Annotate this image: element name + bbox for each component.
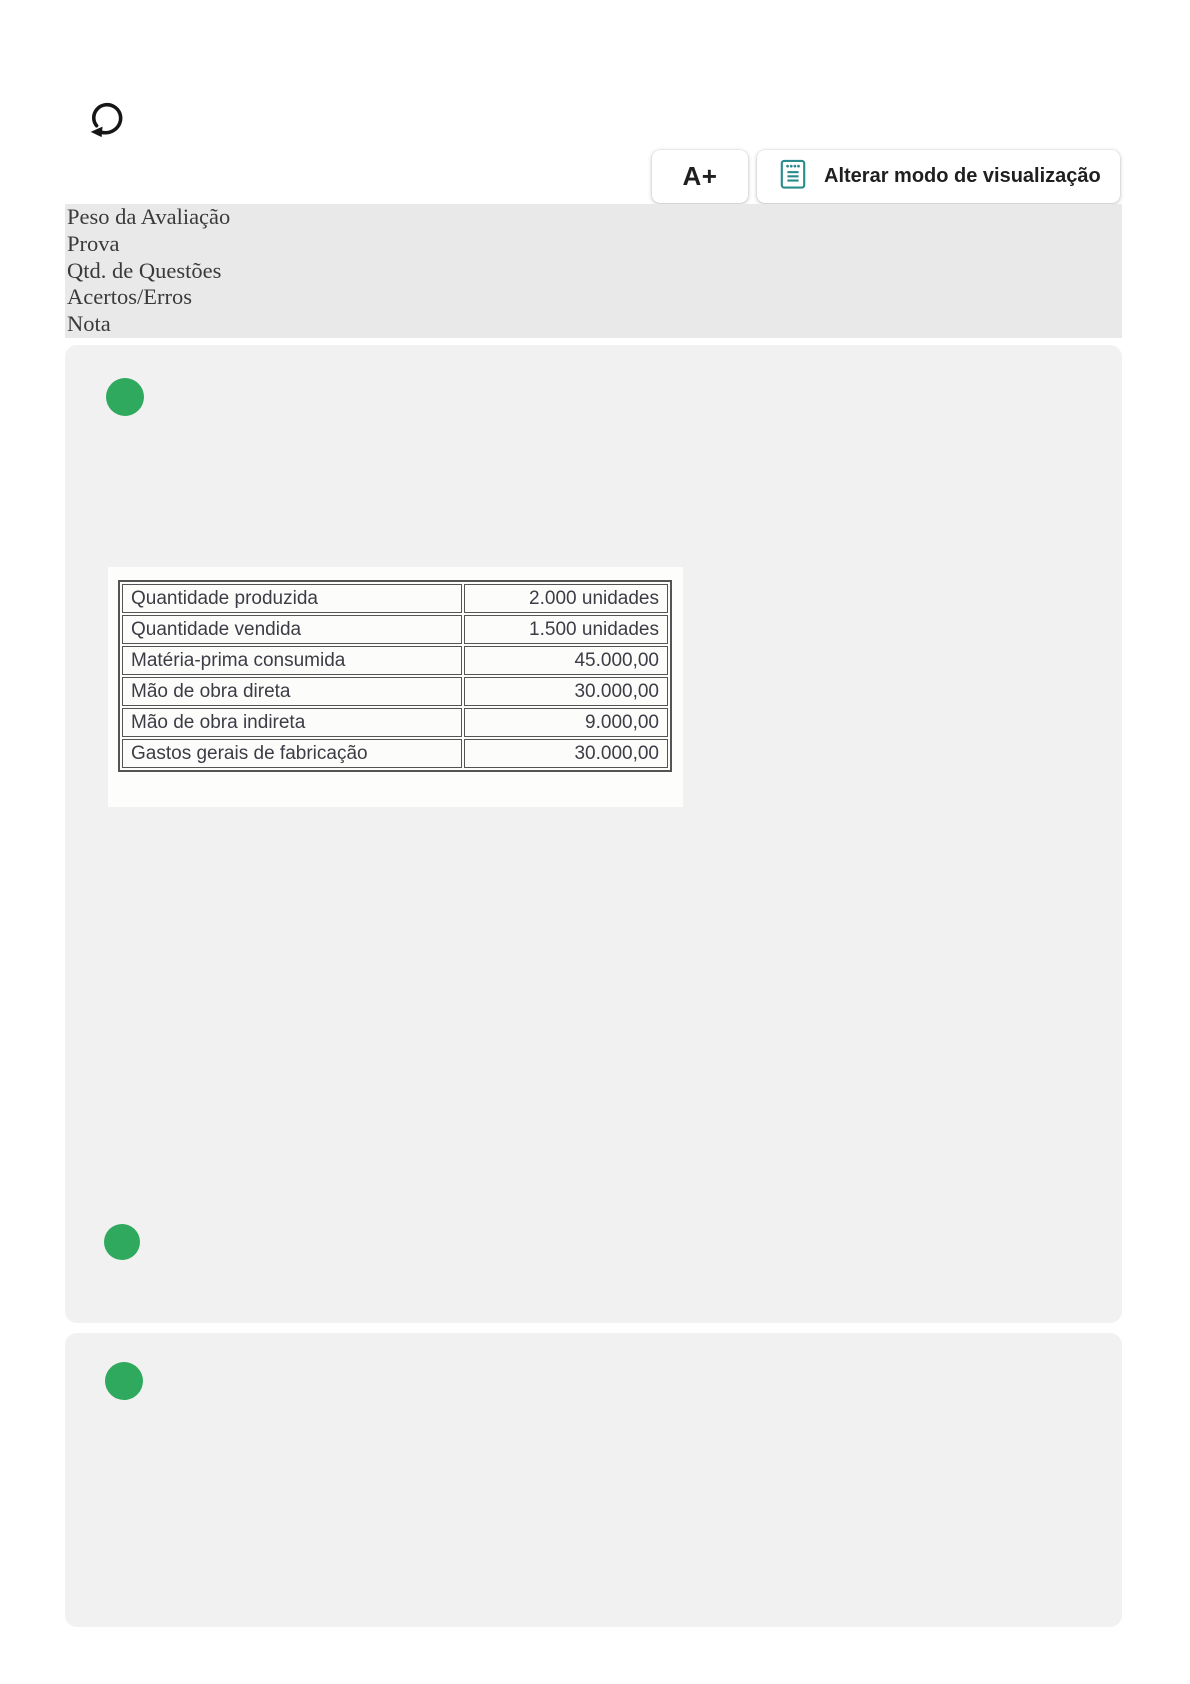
answer-status-dot: [104, 1224, 140, 1260]
table-cell-value: 9.000,00: [464, 708, 668, 737]
return-arrow-icon: [88, 100, 134, 138]
meta-item-peso: Peso da Avaliação: [67, 204, 231, 229]
table-row: [122, 708, 668, 737]
question-card-1: [65, 345, 1122, 1323]
table-cell-label: Mão de obra direta: [122, 677, 462, 706]
cost-table: [118, 580, 672, 772]
table-cell-value: 1.500 unidades: [464, 615, 668, 644]
table-cell-value: 30.000,00: [464, 739, 668, 768]
question-card-2: [65, 1333, 1122, 1627]
table-cell-value: 30.000,00: [464, 677, 668, 706]
table-cell-label: Mão de obra indireta: [122, 708, 462, 737]
table-row: [122, 739, 668, 768]
answer-status-dot: [105, 1362, 143, 1400]
table-cell-label: Matéria-prima consumida: [122, 646, 462, 675]
table-row: [122, 615, 668, 644]
meta-item-nota: Nota: [67, 311, 111, 337]
table-cell-label: Quantidade vendida: [122, 615, 462, 644]
notepad-list-icon: [779, 157, 807, 197]
table-cell-value: 2.000 unidades: [464, 584, 668, 613]
table-cell-label: Quantidade produzida: [122, 584, 462, 613]
assessment-info-strip: [65, 204, 1122, 338]
answer-status-dot: [106, 378, 144, 416]
meta-item-prova: Prova: [67, 230, 120, 256]
cost-table-panel: [108, 567, 683, 807]
table-row: [122, 584, 668, 613]
table-row: [122, 646, 668, 675]
change-view-mode-button[interactable]: [757, 150, 1120, 203]
back-button[interactable]: [88, 98, 134, 140]
increase-font-button[interactable]: A+: [652, 150, 748, 203]
meta-item-questoes: Qtd. de Questões: [67, 257, 222, 283]
table-cell-label: Gastos gerais de fabricação: [122, 739, 462, 768]
table-row: [122, 677, 668, 706]
table-cell-value: 45.000,00: [464, 646, 668, 675]
meta-item-acertos: Acertos/Erros: [67, 284, 192, 310]
change-view-mode-label: Alterar modo de visualização: [824, 165, 1101, 187]
